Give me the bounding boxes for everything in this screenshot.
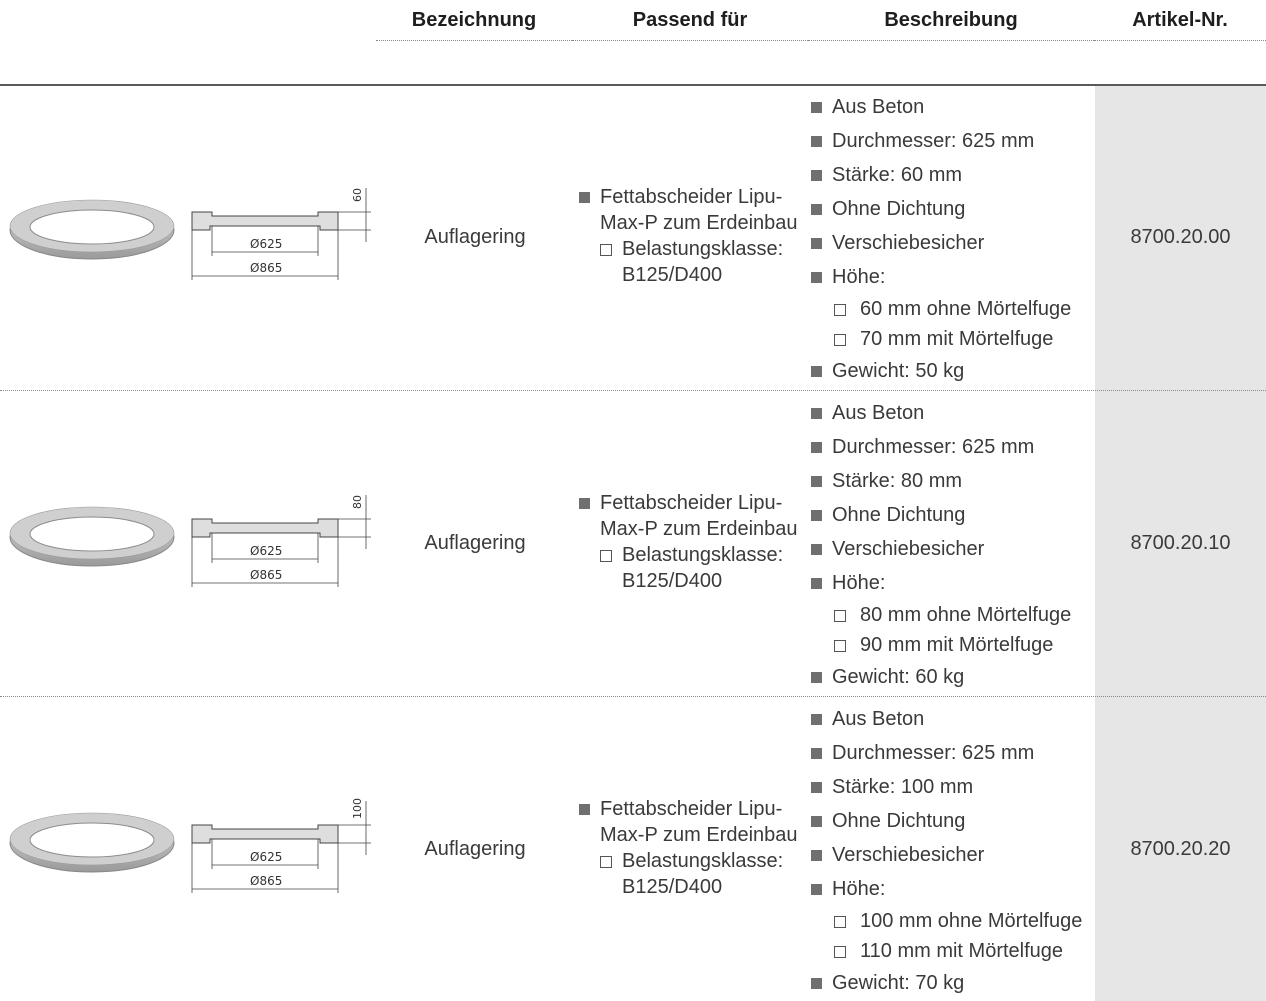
checkbox-bullet-icon <box>834 610 846 622</box>
bezeichnung: Auflagering <box>424 838 526 860</box>
ring-drawing <box>186 489 376 609</box>
beschreibung-list: Aus Beton Durchmesser: 625 mm Stärke: 60 mm Ohne Dichtung Verschiebesicher Höhe: 60 mm ohne Mörtelfuge 70 mm mit Mörtelfuge Gewicht: 50 kg <box>810 90 1095 388</box>
ring-drawing <box>186 795 376 915</box>
passend-fuer: Fettabscheider Lipu- Max-P zum Erdeinbau Belastungsklasse: B125/D400 <box>578 490 798 594</box>
artikel-nr: 8700.20.00 <box>1130 226 1231 248</box>
square-bullet-icon <box>811 272 822 283</box>
square-bullet-icon <box>579 804 590 815</box>
header-artikel-nr: Artikel-Nr. <box>1094 0 1266 41</box>
square-bullet-icon <box>811 442 822 453</box>
square-bullet-icon <box>811 850 822 861</box>
drawing-height-label: 60 <box>351 188 364 202</box>
beschreibung-list: Aus Beton Durchmesser: 625 mm Stärke: 100 mm Ohne Dichtung Verschiebesicher Höhe: 100 mm ohne Mörtelfuge 110 mm mit Mörtelfuge Gewicht: 70 kg <box>810 702 1095 1000</box>
square-bullet-icon <box>811 476 822 487</box>
checkbox-bullet-icon <box>600 244 612 256</box>
table-row <box>0 391 1266 697</box>
checkbox-bullet-icon <box>834 304 846 316</box>
square-bullet-icon <box>811 816 822 827</box>
square-bullet-icon <box>579 498 590 509</box>
drawing-height-label: 100 <box>351 798 364 819</box>
artikel-nr: 8700.20.20 <box>1130 838 1231 860</box>
checkbox-bullet-icon <box>834 640 846 652</box>
drawing-inner-diameter: Ø625 <box>250 237 283 251</box>
square-bullet-icon <box>811 978 822 989</box>
square-bullet-icon <box>811 204 822 215</box>
ring-photo <box>8 503 176 567</box>
table-header <box>0 0 1266 86</box>
passend-fuer: Fettabscheider Lipu- Max-P zum Erdeinbau Belastungsklasse: B125/D400 <box>578 184 798 288</box>
square-bullet-icon <box>811 714 822 725</box>
square-bullet-icon <box>811 578 822 589</box>
square-bullet-icon <box>811 366 822 377</box>
drawing-height-label: 80 <box>351 495 364 509</box>
drawing-inner-diameter: Ø625 <box>250 850 283 864</box>
checkbox-bullet-icon <box>834 334 846 346</box>
square-bullet-icon <box>811 672 822 683</box>
checkbox-bullet-icon <box>834 946 846 958</box>
square-bullet-icon <box>811 136 822 147</box>
ring-photo <box>8 809 176 873</box>
beschreibung-list: Aus Beton Durchmesser: 625 mm Stärke: 80 mm Ohne Dichtung Verschiebesicher Höhe: 80 mm ohne Mörtelfuge 90 mm mit Mörtelfuge Gewicht: 60 kg <box>810 396 1095 694</box>
table-row <box>0 697 1266 1001</box>
square-bullet-icon <box>811 102 822 113</box>
square-bullet-icon <box>811 408 822 419</box>
drawing-outer-diameter: Ø865 <box>250 568 283 582</box>
square-bullet-icon <box>811 510 822 521</box>
header-beschreibung: Beschreibung <box>808 0 1094 41</box>
header-bezeichnung: Bezeichnung <box>376 0 572 41</box>
bezeichnung: Auflagering <box>424 532 526 554</box>
artikel-nr: 8700.20.10 <box>1130 532 1231 554</box>
ring-photo <box>8 196 176 260</box>
drawing-outer-diameter: Ø865 <box>250 874 283 888</box>
ring-drawing <box>186 182 376 302</box>
square-bullet-icon <box>811 544 822 555</box>
square-bullet-icon <box>579 192 590 203</box>
header-passend: Passend für <box>572 0 808 41</box>
square-bullet-icon <box>811 238 822 249</box>
square-bullet-icon <box>811 748 822 759</box>
square-bullet-icon <box>811 884 822 895</box>
passend-fuer: Fettabscheider Lipu- Max-P zum Erdeinbau Belastungsklasse: B125/D400 <box>578 796 798 900</box>
checkbox-bullet-icon <box>834 916 846 928</box>
drawing-inner-diameter: Ø625 <box>250 544 283 558</box>
table-row <box>0 86 1266 391</box>
drawing-outer-diameter: Ø865 <box>250 261 283 275</box>
square-bullet-icon <box>811 170 822 181</box>
checkbox-bullet-icon <box>600 856 612 868</box>
checkbox-bullet-icon <box>600 550 612 562</box>
bezeichnung: Auflagering <box>424 226 526 248</box>
square-bullet-icon <box>811 782 822 793</box>
